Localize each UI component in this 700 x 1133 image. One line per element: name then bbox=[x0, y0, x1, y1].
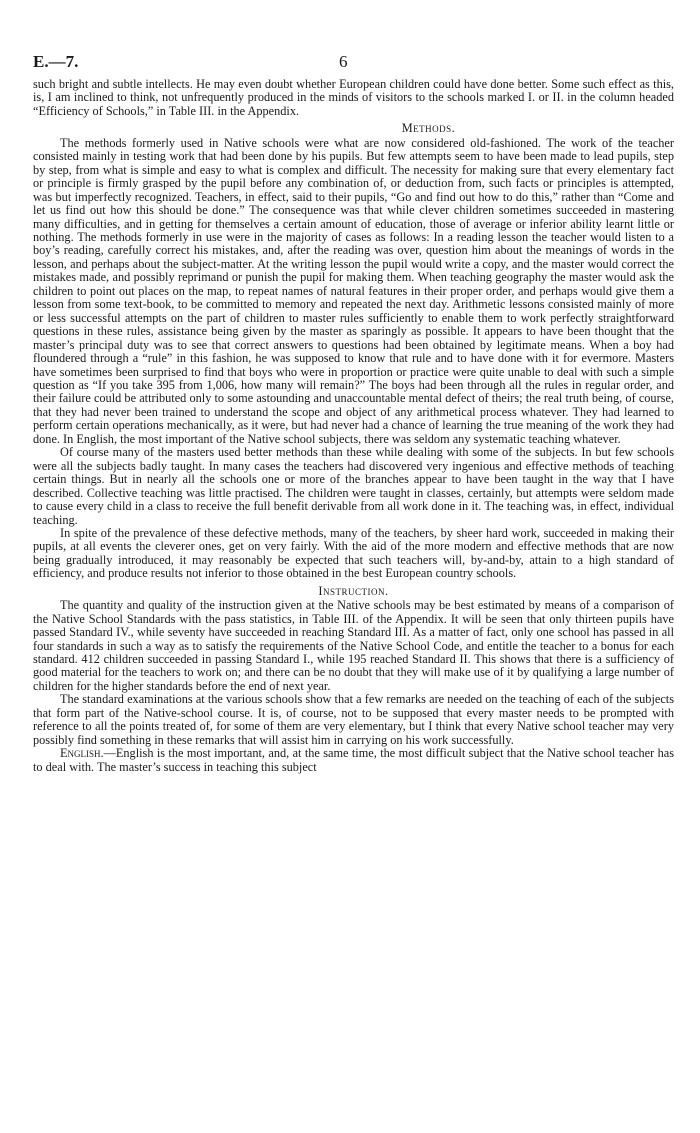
opening-paragraph: such bright and subtle intellects. He may even doubt whether European children could have done better. Some such effect as this, is, I am inclined to think, not unfrequently produced in the minds of visitors to the schools marked I. or II. in the column headed “Efficiency of Schools,” in Table III. in the Appendix. bbox=[33, 77, 674, 118]
methods-paragraph-3: In spite of the prevalence of these defective methods, many of the teachers, by sheer hard work, succeeded in making their pupils, at all events the cleverer ones, get on very fairly. With the aid of the more modern and effective methods that are now being gradually introduced, it may reasonably be expected that such teachers will, by-and-by, attain to a high standard of efficiency, and produce results not inferior to those obtained in the best European country schools. bbox=[33, 525, 674, 581]
instruction-paragraph-1: The quantity and quality of the instruction given at the Native schools may be best estimated by means of a comparison of the Native School Standards with the pass statistics, in Table III. of the Appendix. It will be seen that only thirteen pupils have passed Standard IV., while seventy have succeeded in reaching Standard III. As a matter of fact, only one school has passed in all four standards in such a way as to satisfy the requirements of the Native School Code, and entitle the teacher to a bonus for each standard. 412 children succeeded in passing Standard I., while 195 reached Standard II. This shows that there is a sufficiency of good material for the teachers to work on; and there can be no doubt that they will make use of it by qualifying a large number of children for the higher standards before the end of next year. bbox=[33, 598, 674, 693]
document-reference: E.—7. bbox=[33, 52, 79, 71]
page-number: 6 bbox=[339, 52, 348, 71]
instruction-paragraph-2: The standard examinations at the various schools show that a few remarks are needed on the teaching of each of the subjects that form part of the Native-school course. It is, of course, not to be supposed that every master needs to be prompted with reference to all the points treated of, for some of them are very elementary, but I think that every Native school teacher may very possibly find something in these remarks that will assist him in carrying on his work successfully. bbox=[33, 692, 674, 747]
methods-paragraph-2: Of course many of the masters used better methods than these while dealing with some of the subjects. In but few schools were all the subjects badly taught. In many cases the teachers had discovered very ingenious and effective methods of teaching certain things. But in nearly all the schools one or more of the branches appear to have been taught in the way that I have described. Collective teaching was little practised. The children were taught in classes, certainly, but attempts were seldom made to cause every child in a class to receive the full benefit derivable from all work done in it. The teaching was, in effect, individual teaching. bbox=[33, 445, 674, 527]
section-heading-instruction: Instruction. bbox=[318, 583, 389, 598]
body-text bbox=[33, 78, 674, 774]
english-text: —English is the most important, and, at the same time, the most difficult subject that the Native school teacher has to deal with. The master’s success in teaching this subject bbox=[33, 746, 674, 774]
english-paragraph bbox=[33, 747, 674, 774]
english-lead-in: English. bbox=[60, 746, 104, 761]
methods-paragraph-1: The methods formerly used in Native schools were what are now considered old-fashioned. The work of the teacher consisted mainly in testing work that had been done by his pupils. But few attempts seem to have been made to lead pupils, step by step, from what is simple and easy to what is complex and difficult. The necessity for making sure that every elementary fact or principle is firmly grasped by the pupil before any combination of, or deduction from, such facts or principles is attempted, was but imperfectly recognized. Teachers, in effect, said to their pupils, “Go and find out how to do this,” rather than “Come and let us find out how this should be done.” The consequence was that while clever children sometimes succeeded in mastering many difficulties, and in getting for themselves a certain amount of education, those of average or inferior ability learnt little or nothing. The methods formerly in use were in the majority of cases as follows: In a reading lesson the teacher would listen to a boy’s reading, carefully correct his mistakes, and, after the reading was over, question him about the meanings of words in the lesson, and perhaps about the subject-matter. At the writing lesson the pupil would write a copy, and the master would correct the mistakes made, and possibly reprimand or punish the pupil for making them. When teaching geography the master would ask the children to point out places on the map, to repeat names of natural features in their proper order, and perhaps would give them a lesson from some text-book, to be committed to memory and repeated the next day. Arithmetic lessons consisted mainly of more or less successful attempts on the part of children to master rules sufficiently to enable them to work perfectly straightforward questions in these rules, assistance being given by the master as sparingly as possible. It appears to have been thought that the master’s principal duty was to see that correct answers to questions had been obtained by legitimate means. When a boy had floundered through a “rule” in this fashion, he was supposed to know that rule and to have done with it for evermore. Masters have sometimes been surprised to find that boys who were in proportion or practice were quite unable to deal with such a simple question as “If you take 395 from 1,006, how many will remain?” The boys had been through all the rules in regular order, and their failure could be attributed only to some astounding and unaccountable mental defect of theirs; the real truth being, of course, that they had never been trained to understand the scope and object of any arithmetical process whatever. They had learned to perform certain operations mechanically, as it were, but had never had a chance of learning the true meaning of the work they had done. In English, the most important of the Native school subjects, there was seldom any systematic teaching whatever. bbox=[33, 135, 674, 446]
section-heading-methods: Methods. bbox=[401, 121, 456, 136]
page-header bbox=[33, 52, 674, 72]
